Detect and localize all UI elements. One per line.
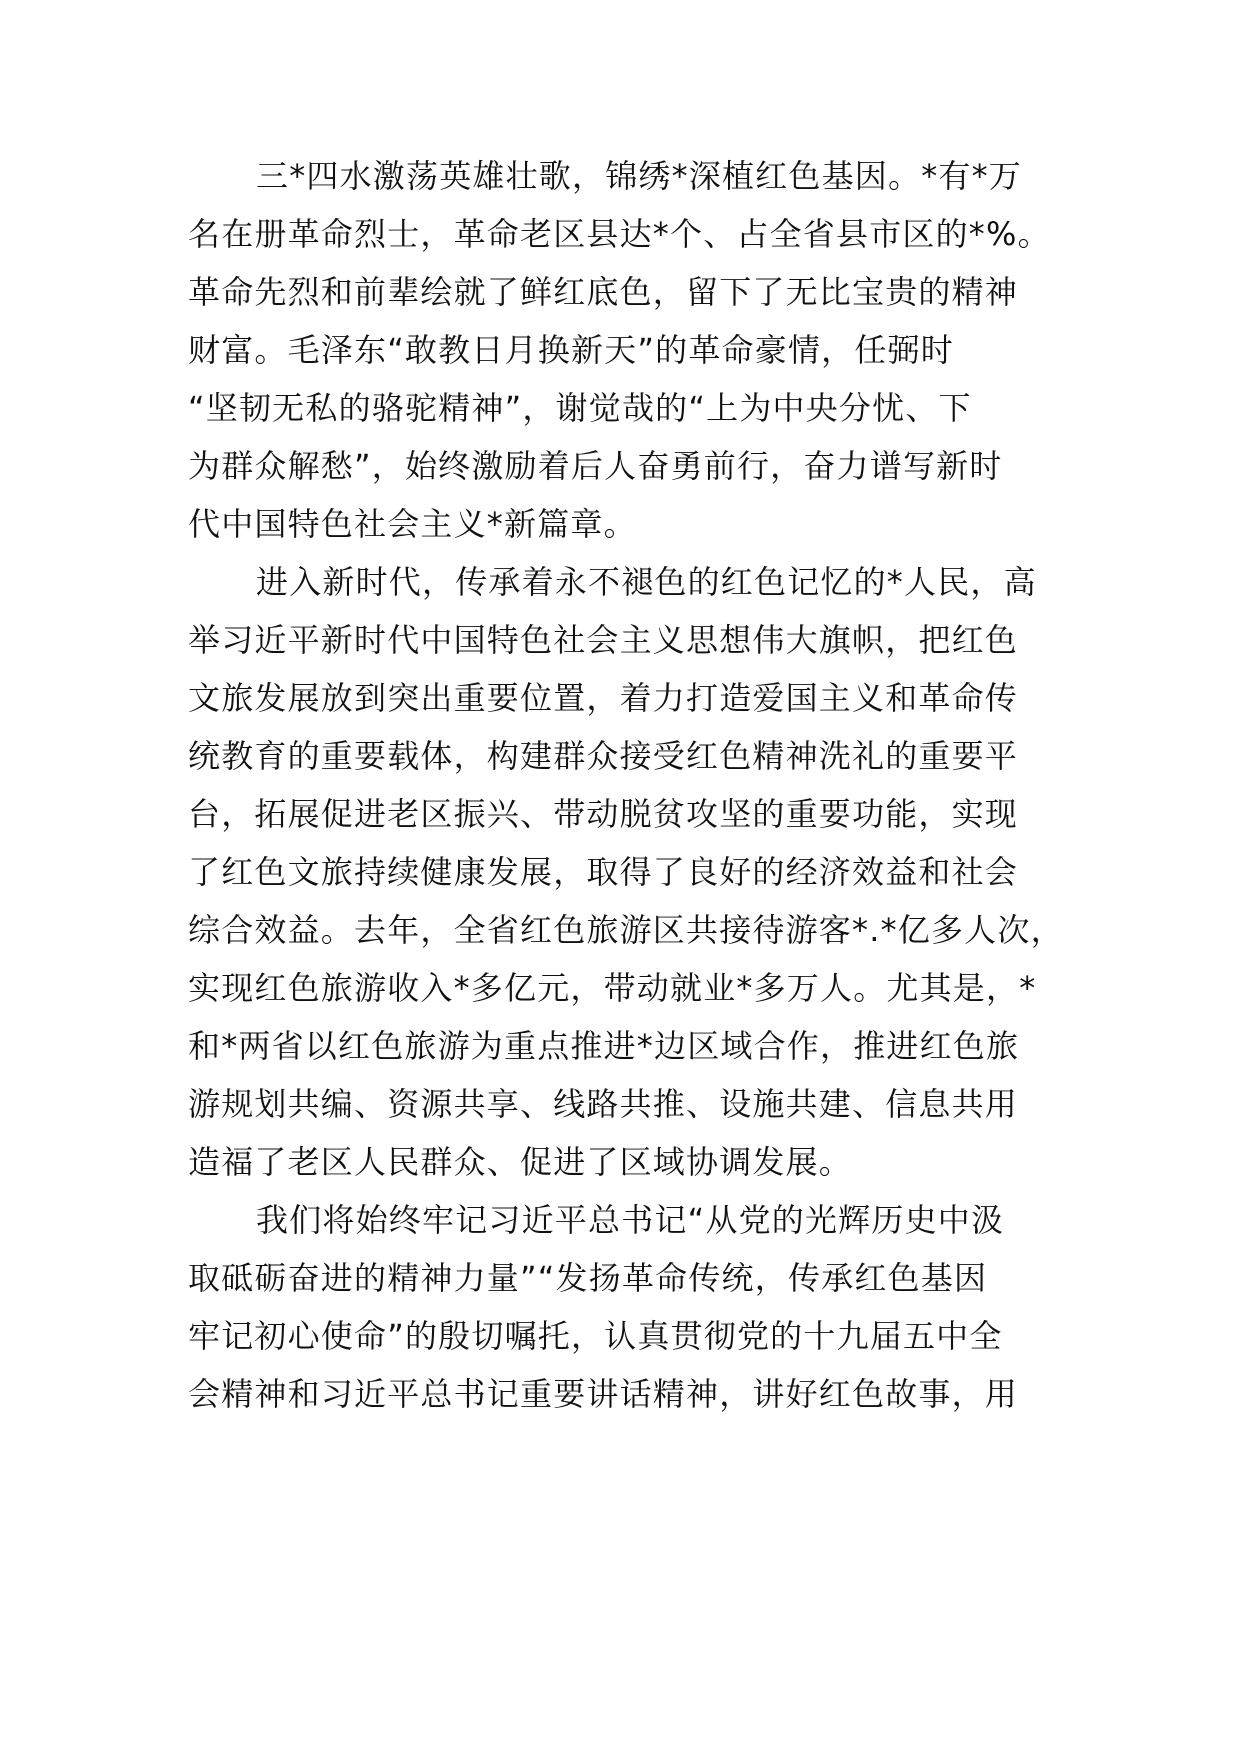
text-line: 进入新时代，传承着永不褪色的红色记忆的*人民，高 [256,563,1037,601]
text-line: 牢记初心使命”的殷切嘱托，认真贯彻党的十九届五中全 [188,1317,1003,1355]
text-line: 代中国特色社会主义*新篇章。 [188,505,637,543]
text-line: 了红色文旅持续健康发展，取得了良好的经济效益和社会 [188,853,1019,891]
text-line: 造福了老区人民群众、促进了区域协调发展。 [188,1143,853,1181]
text-line: 游规划共编、资源共享、线路共推、设施共建、信息共用 [188,1085,1019,1123]
text-line: 三*四水激荡英雄壮歌，锦绣*深植红色基因。*有*万 [256,157,1023,195]
text-line: 实现红色旅游收入*多亿元，带动就业*多万人。尤其是，* [188,969,1037,1007]
text-line: 名在册革命烈士，革命老区县达*个、占全省县市区的*%。 [188,215,1051,253]
text-line: 台，拓展促进老区振兴、带动脱贫攻坚的重要功能，实现 [188,795,1019,833]
text-line: 会精神和习近平总书记重要讲话精神，讲好红色故事，用 [188,1375,1019,1413]
text-line: 文旅发展放到突出重要位置，着力打造爱国主义和革命传 [188,679,1019,717]
text-line: 我们将始终牢记习近平总书记“从党的光辉历史中汲 [256,1201,1005,1239]
text-line: 财富。毛泽东“敢教日月换新天”的革命豪情，任弼时 [188,331,954,369]
text-line: 革命先烈和前辈绘就了鲜红底色，留下了无比宝贵的精神 [188,273,1019,311]
text-line: 为群众解愁”，始终激励着后人奋勇前行，奋力谱写新时 [188,447,1003,485]
text-line: 举习近平新时代中国特色社会主义思想伟大旗帜，把红色 [188,621,1019,659]
text-line: 和*两省以红色旅游为重点推进*边区域合作，推进红色旅 [188,1027,1020,1065]
text-line: 取砥砺奋进的精神力量”“发扬革命传统，传承红色基因 [188,1259,988,1297]
text-line: 综合效益。去年，全省红色旅游区共接待游客*.*亿多人次， [188,911,1064,949]
text-line: “坚韧无私的骆驼精神”，谢觉哉的“上为中央分忧、下 [188,389,972,427]
text-line: 统教育的重要载体，构建群众接受红色精神洗礼的重要平 [188,737,1019,775]
